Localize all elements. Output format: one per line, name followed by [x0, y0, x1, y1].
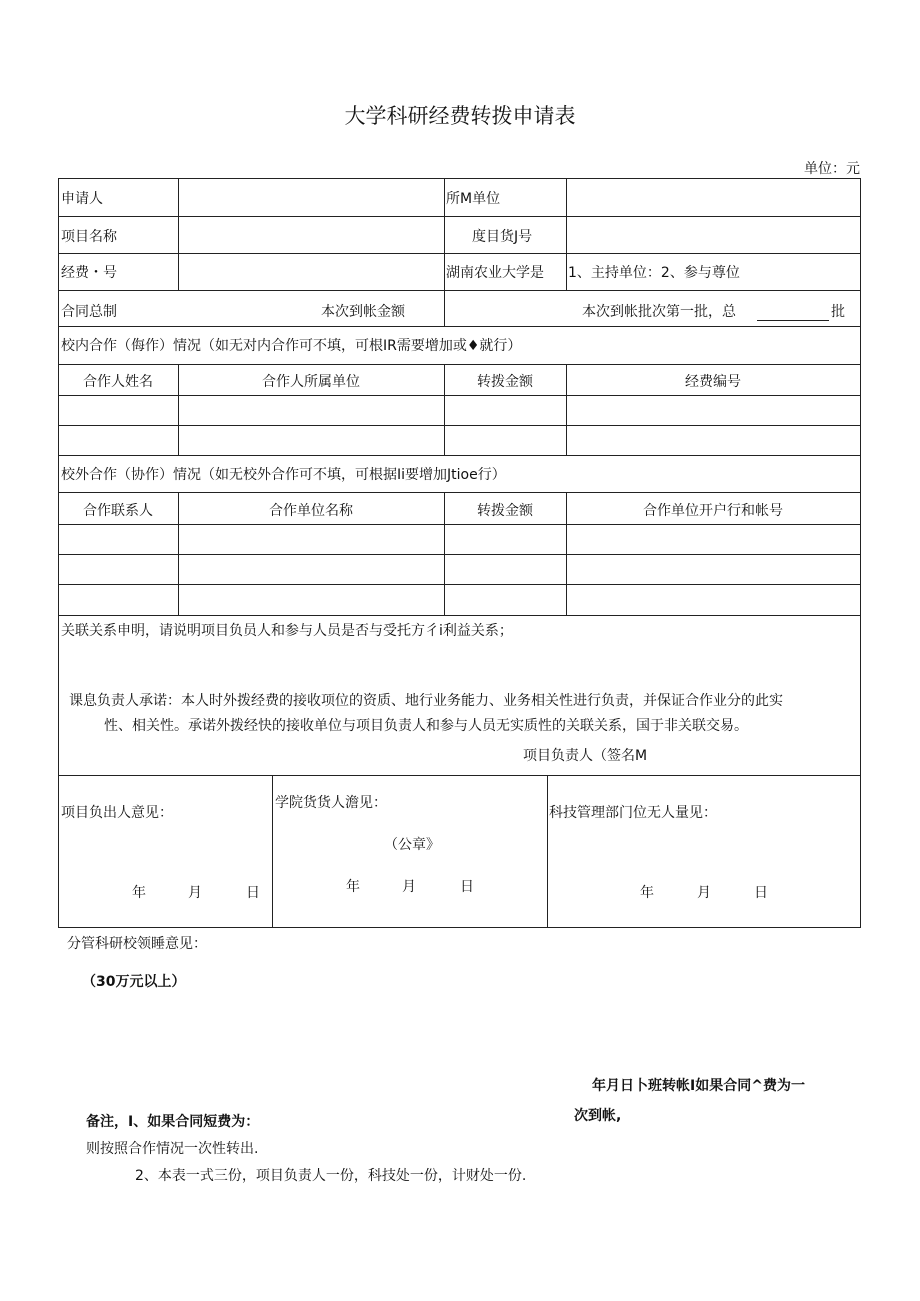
- remark-line-3: 2、本表一式三份，项目负责人一份，科技处一份，计财处一份.: [135, 1168, 527, 1184]
- leader-date-day: 日: [246, 885, 260, 901]
- this-amount-label: 本次到帐金额: [321, 304, 405, 320]
- transfer-note-line-1: 年月日卜班转帐I如果合同^费为一: [592, 1078, 805, 1094]
- relation-statement: 关联关系申明，请说明项目负员人和参与人员是否与受托方彳i利益关系；: [61, 623, 513, 639]
- batch-total-blank: [757, 320, 829, 321]
- year-no-label: 度目货J号: [472, 229, 533, 245]
- internal-header: 校内合作（侮作）情况（如无对内合作可不填，可根IR需要增加或♦就行）: [61, 338, 522, 354]
- remark-line-2: 则按照合作情况一次性转出.: [86, 1141, 259, 1157]
- office-date-year: 年: [640, 885, 654, 901]
- host-role-options: 1、主持单位：2、参与尊位: [568, 265, 740, 281]
- internal-col-unit: 合作人所属单位: [262, 374, 360, 390]
- leader-date-month: 月: [188, 885, 202, 901]
- external-col-unit: 合作单位名称: [269, 503, 353, 519]
- project-name-label: 项目名称: [61, 229, 117, 245]
- is-hnau-label: 湖南农业大学是: [446, 265, 544, 281]
- internal-col-name: 合作人姓名: [83, 374, 153, 390]
- batch-text: 本次到帐批次第一批，总: [582, 304, 736, 320]
- remark-heading: 备注，I、如果合同短费为：: [86, 1114, 260, 1130]
- internal-col-fund-no: 经费编号: [685, 374, 741, 390]
- external-col-contact: 合作联系人: [83, 503, 153, 519]
- promise-line-2: 性、相关性。承诺外拨经快的接收单位与项目负责人和参与人员无实质性的关联关系，国于非关联交易。: [104, 718, 748, 734]
- college-date-year: 年: [346, 879, 360, 895]
- applicant-label: 申请人: [61, 191, 103, 207]
- external-header: 校外合作（协作）情况（如无校外合作可不填，可根据Ii要增加Jtioe行）: [61, 467, 506, 483]
- college-seal: （公章》: [384, 837, 440, 853]
- batch-suffix: 批: [831, 304, 845, 320]
- office-date-month: 月: [697, 885, 711, 901]
- college-opinion-label: 学院货货人澹见：: [275, 795, 387, 811]
- threshold-note: （30万元以上）: [82, 974, 186, 990]
- external-col-amount: 转拨金额: [477, 503, 533, 519]
- fund-no-label: 经费・号: [61, 265, 117, 281]
- vp-opinion-label: 分管科研校领睡意见：: [67, 936, 207, 952]
- leader-opinion-label: 项目负出人意见：: [61, 805, 173, 821]
- office-opinion-label: 科技管理部门位无人量见：: [549, 805, 717, 821]
- unit-label: 单位：元: [804, 161, 860, 177]
- contract-total-label: 合同总制: [61, 304, 117, 320]
- transfer-note-line-2: 次到帐,: [574, 1108, 622, 1124]
- promise-line-1: 课息负责人承诺：本人时外拨经费的接收项位的资质、地行业务能力、业务相关性进行负责，并保证合作业分的此实: [69, 693, 783, 709]
- leader-signature: 项目负责人（签名M: [523, 748, 648, 764]
- college-date-month: 月: [402, 879, 416, 895]
- external-col-bank: 合作单位开户行和帐号: [643, 503, 783, 519]
- page-title: 大学科研经费转拨申请表: [344, 104, 576, 128]
- office-date-day: 日: [754, 885, 768, 901]
- college-date-day: 日: [460, 879, 474, 895]
- internal-col-amount: 转拨金额: [477, 374, 533, 390]
- leader-date-year: 年: [132, 885, 146, 901]
- dept-label: 所M单位: [446, 191, 501, 207]
